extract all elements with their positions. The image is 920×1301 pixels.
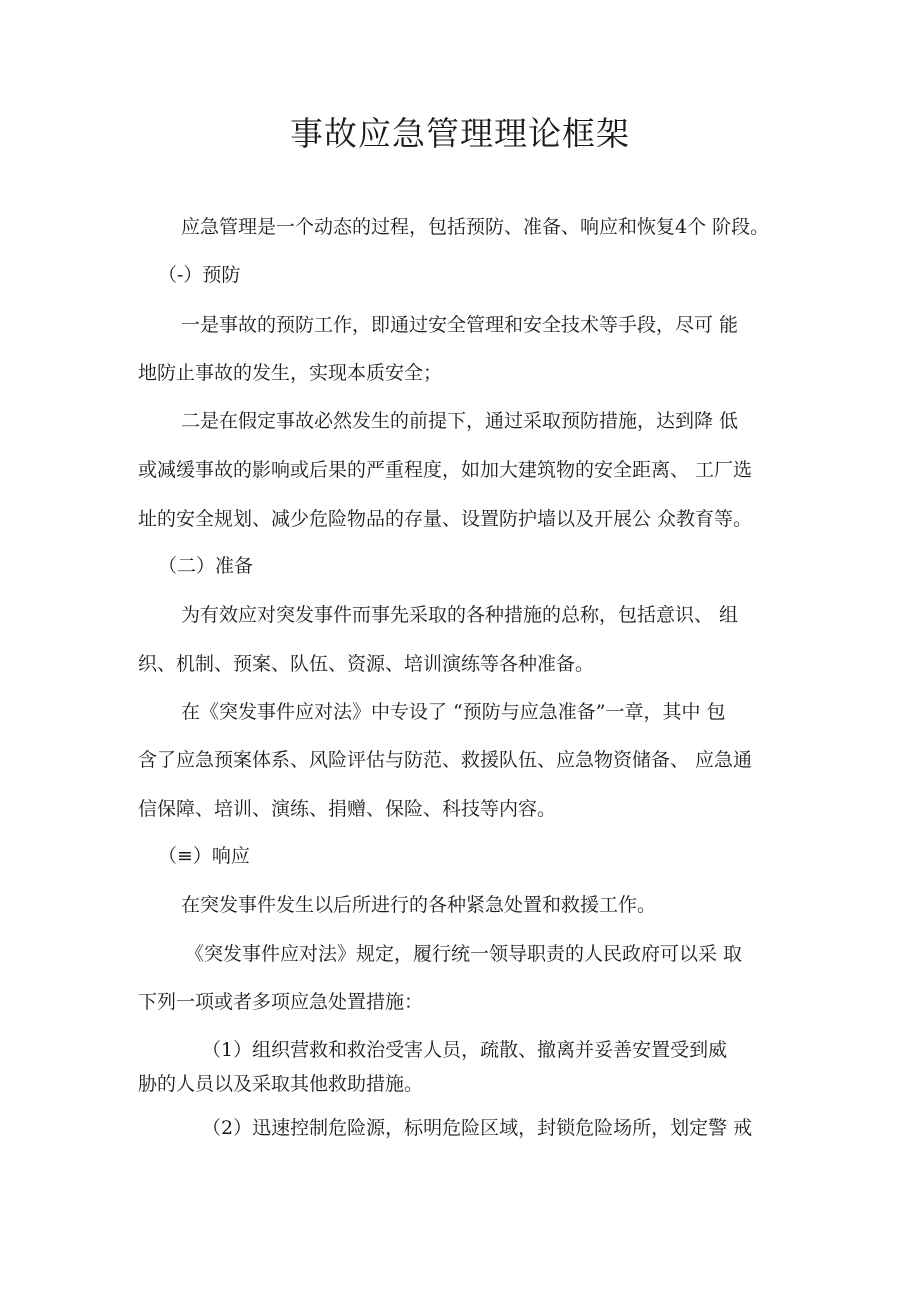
section-heading-response: （≡）响应 [158,845,250,867]
paragraph-line: 地防止事故的发生，实现本质安全； [138,362,443,384]
paragraph-line: 或减缓事故的影响或后果的严重程度，如加大建筑物的安全距离、 工厂选 [138,459,753,481]
section-heading-prevention: （-）预防 [158,264,241,286]
paragraph-line: 址的安全规划、减少危险物品的存量、设置防护墙以及开展公 众教育等。 [138,508,753,530]
list-item-2: （2）迅速控制危险源，标明危险区域，封锁危险场所，划定警 戒 [202,1117,753,1139]
list-item-1: （1）组织营救和救治受害人员，疏散、撤离并妥善安置受到威 [202,1039,728,1061]
paragraph-line: 信保障、培训、演练、捐赠、保险、科技等内容。 [138,798,557,820]
section-heading-preparation: （二）准备 [158,555,254,577]
paragraph-line: 织、机制、预案、队伍、资源、培训演练等各种准备。 [138,653,595,675]
paragraph-line: 含了应急预案体系、风险评估与防范、救援队伍、应急物资储备、 应急通 [138,749,753,771]
document-title: 事故应急管理理论框架 [290,114,630,153]
intro-paragraph: 应急管理是一个动态的过程，包括预防、准备、响应和恢复4个 阶段。 [181,216,770,238]
paragraph-line: 《突发事件应对法》规定，履行统一领导职责的人民政府可以采 取 [185,943,743,965]
paragraph-line: 在《突发事件应对法》中专设了 “预防与应急准备”一章，其中 包 [181,701,726,723]
paragraph-line: 为有效应对突发事件而事先采取的各种措施的总称，包括意识、 组 [181,604,739,626]
paragraph-line: 在突发事件发生以后所进行的各种紧急处置和救援工作。 [181,894,657,916]
list-item-1-continued: 胁的人员以及采取其他救助措施。 [138,1073,424,1095]
paragraph-line: 下列一项或者多项应急处置措施： [138,991,424,1013]
paragraph-line: 二是在假定事故必然发生的前提下，通过采取预防措施，达到降 低 [181,410,739,432]
paragraph-line: 一是事故的预防工作，即通过安全管理和安全技术等手段，尽可 能 [181,314,739,336]
